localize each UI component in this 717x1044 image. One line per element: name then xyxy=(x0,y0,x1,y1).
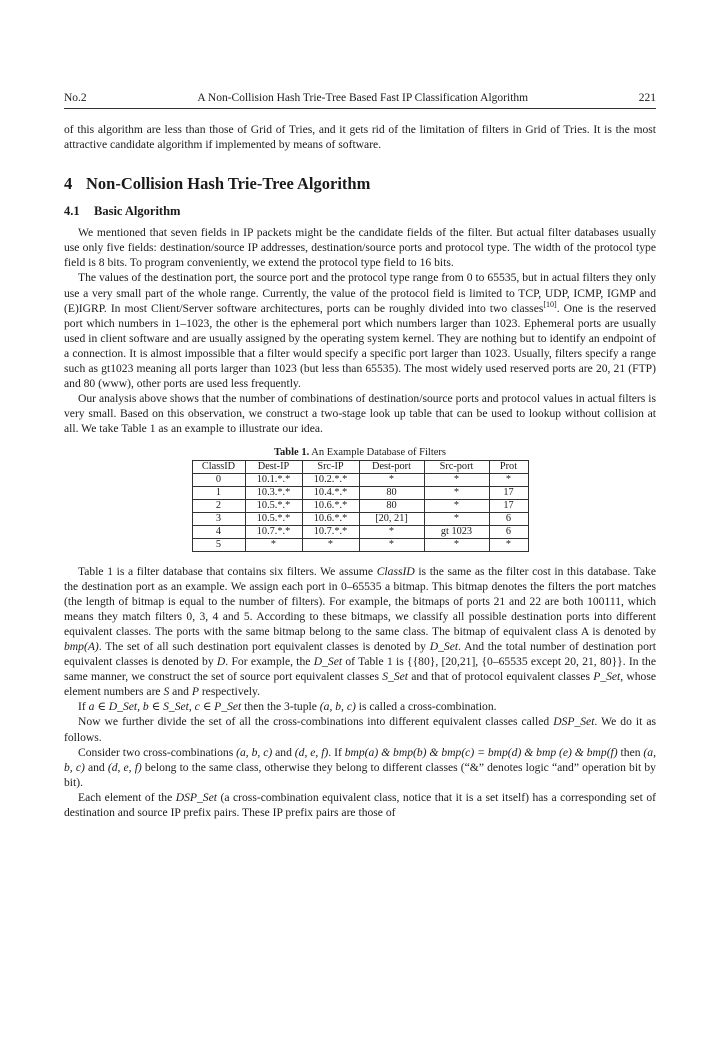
math-dsp-set: DSP_Set xyxy=(553,715,595,729)
section-number: 4 xyxy=(64,174,73,194)
cell-src-ip: 10.6.*.* xyxy=(302,499,359,512)
math-tuple: (d, e, f) xyxy=(107,760,142,774)
filter-table xyxy=(192,460,529,552)
cell-dest-port: * xyxy=(359,473,424,486)
section-heading xyxy=(64,174,656,194)
subsection-heading xyxy=(64,204,656,219)
text-run: and xyxy=(84,760,108,774)
text-run: is the same as the filter cost in this database. Take the destination port as an example. We assign each port in 0–65535 a bitmap. This bitmap denotes the filters the port matches (the length of bitmap is equal to the number of filters). For example, the bitmaps of ports 21 and 22 are both 100111, which means they match filters 0, 3, 4 and 5. According to these bitmaps, we classify all possible destination ports into different equivalent classes. The ports with the same bitmap belong to the same class. The bitmap of equivalent class A is denoted by xyxy=(64,564,656,638)
text-run: . For example, the xyxy=(225,655,314,669)
subsection-number: 4.1 xyxy=(64,204,80,219)
cell-prot: 17 xyxy=(489,499,528,512)
math-bmp-a: bmp(A) xyxy=(64,639,99,653)
intro-paragraph: of this algorithm are less than those of Grid of Tries, and it gets rid of the limitation of filters in Grid of Tries. It is the most attractive candidate algorithm if implemented by means of software. xyxy=(64,123,656,152)
cell-prot: 6 xyxy=(489,525,528,538)
cell-dest-port: 80 xyxy=(359,486,424,499)
text-run: Each element of the xyxy=(78,790,176,804)
math-s: S xyxy=(163,685,170,699)
text-run: and that of protocol equivalent classes xyxy=(408,670,594,684)
running-head xyxy=(64,92,656,109)
text-run: then xyxy=(617,745,644,759)
paragraph-bitmap xyxy=(64,564,656,700)
table-1 xyxy=(64,447,656,552)
text-run: and xyxy=(272,745,295,759)
table-row xyxy=(192,525,528,538)
table-row xyxy=(192,473,528,486)
cell-dest-ip: 10.7.*.* xyxy=(245,525,302,538)
cell-classid: 3 xyxy=(192,512,245,525)
text-run: , whose element numbers are xyxy=(64,670,656,699)
math-tuple: (d, e, f) xyxy=(294,745,329,759)
table-row xyxy=(192,512,528,525)
cell-dest-port: [20, 21] xyxy=(359,512,424,525)
cell-dest-port: * xyxy=(359,525,424,538)
table-row xyxy=(192,499,528,512)
col-header-dest-ip: Dest-IP xyxy=(245,460,302,473)
table-caption xyxy=(64,447,656,458)
math-dsp-set: DSP_Set xyxy=(175,790,217,804)
col-header-classid: ClassID xyxy=(192,460,245,473)
table-row xyxy=(192,486,528,499)
text-run: Consider two cross-combinations xyxy=(78,745,237,759)
col-header-src-port: Src-port xyxy=(424,460,489,473)
cell-dest-port: 80 xyxy=(359,499,424,512)
paragraph-fields: We mentioned that seven fields in IP packets might be the candidate fields of the filter. But actual filter databases usually use only five fields: destination/source IP addresses, destination/source ports and protocol type. The width of the protocol type field is 8 bits. To program conveniently, we extend the protocol type field to 16 bits. xyxy=(64,226,656,270)
text-run: respectively. xyxy=(198,685,260,699)
issue-number: No.2 xyxy=(64,92,87,104)
cell-src-ip: 10.6.*.* xyxy=(302,512,359,525)
math-p: P xyxy=(191,685,199,699)
cell-src-ip: 10.2.*.* xyxy=(302,473,359,486)
col-header-dest-port: Dest-port xyxy=(359,460,424,473)
table-caption-text: An Example Database of Filters xyxy=(311,446,446,458)
table-caption-label: Table 1. xyxy=(274,446,310,458)
cell-src-port: * xyxy=(424,473,489,486)
math-s-set: S_Set xyxy=(382,670,408,684)
math-d: D xyxy=(216,655,226,669)
cell-src-port: * xyxy=(424,538,489,551)
cell-classid: 2 xyxy=(192,499,245,512)
cell-prot: 17 xyxy=(489,486,528,499)
cell-src-ip: * xyxy=(302,538,359,551)
cell-src-ip: 10.4.*.* xyxy=(302,486,359,499)
math-tuple: (a, b, c) xyxy=(319,700,356,714)
text-run: (a cross-combination equivalent class, notice that it is a set itself) has a corresponding set of destination and source IP prefix pairs. These IP prefix pairs are those of xyxy=(64,790,656,819)
cell-src-port: * xyxy=(424,512,489,525)
paragraph-ports-text-a: The values of the destination port, the source port and the protocol type range from 0 to 65535, but in actual filters they only use a very small part of the whole range. Currently, the value of the protocol field is limited to TCP, UDP, ICMP, IGMP and (E)IGRP. In most Client/Server software architectures, ports can be roughly divided into two classes xyxy=(64,271,656,315)
text-run: . If xyxy=(328,745,345,759)
text-run: and xyxy=(169,685,192,699)
text-run: Now we further divide the set of all the cross-combinations into different equivalent classes called xyxy=(78,715,554,729)
math-p-set: P_Set xyxy=(593,670,621,684)
paragraph-prefix-pairs xyxy=(64,790,656,820)
math-membership: a ∈ D_Set, b ∈ S_Set, c ∈ P_Set xyxy=(88,700,242,714)
cell-dest-ip: 10.5.*.* xyxy=(245,512,302,525)
cell-classid: 5 xyxy=(192,538,245,551)
text-run: . The set of all such destination port equivalent classes is denoted by xyxy=(98,639,430,653)
text-run: is called a cross-combination. xyxy=(355,700,497,714)
paragraph-equivalence xyxy=(64,745,656,790)
cell-dest-port: * xyxy=(359,538,424,551)
text-run: belong to the same class, otherwise they belong to different classes (“&” denotes logic “and” operation bit by bit). xyxy=(64,760,656,789)
math-tuple: (a, b, c) xyxy=(64,745,656,774)
cell-dest-ip: 10.1.*.* xyxy=(245,473,302,486)
text-run: of Table 1 is {{80}, [20,21], {0–65535 except 20, 21, 80}}. In the same manner, we construct the set of source port equivalent classes xyxy=(64,655,656,684)
cell-classid: 4 xyxy=(192,525,245,538)
cell-classid: 0 xyxy=(192,473,245,486)
table-row xyxy=(192,538,528,551)
cell-prot: 6 xyxy=(489,512,528,525)
col-header-prot: Prot xyxy=(489,460,528,473)
page-number: 221 xyxy=(638,92,656,104)
math-classid: ClassID xyxy=(376,564,415,578)
subsection-title: Basic Algorithm xyxy=(94,204,181,219)
paper-page xyxy=(64,92,656,820)
cell-src-port: * xyxy=(424,499,489,512)
table-header-row xyxy=(192,460,528,473)
cell-prot: * xyxy=(489,538,528,551)
cell-src-port: gt 1023 xyxy=(424,525,489,538)
math-bitmap-expression: bmp(a) & bmp(b) & bmp(c) = bmp(d) & bmp (e) & bmp(f) xyxy=(344,745,618,759)
paragraph-observation: Our analysis above shows that the number of combinations of destination/source ports and protocol values in actual filters is very small. Based on this observation, we construct a two-stage look up table that can be used to lookup without collision at all. We take Table 1 as an example to illustrate our idea. xyxy=(64,392,656,436)
paragraph-cross-combination xyxy=(64,699,656,714)
math-d-set: D_Set xyxy=(429,639,459,653)
text-run: If xyxy=(78,700,89,714)
text-run: Table 1 is a filter database that contains six filters. We assume xyxy=(78,564,377,578)
section-title: Non-Collision Hash Trie-Tree Algorithm xyxy=(86,174,371,194)
cell-src-ip: 10.7.*.* xyxy=(302,525,359,538)
cell-dest-ip: * xyxy=(245,538,302,551)
paragraph-dsp-set xyxy=(64,714,656,744)
cell-dest-ip: 10.3.*.* xyxy=(245,486,302,499)
text-run: . And the total number of destination port equivalent classes is denoted by xyxy=(64,639,656,669)
cell-classid: 1 xyxy=(192,486,245,499)
paragraph-ports-text-b: . One is the reserved port which numbers in 1–1023, the other is the ephemeral port which numbers larger than 1023. Ephemeral ports are usually used in client software and are usually assigned by the operating system kernel. They are nothing but to identify an endpoint of a connection. It is almost impossible that a filter would specify a specific port larger than 1023. Usually, filters specify a range such as gt1023 meaning all ports larger than 1023 (but less than 65535). The most widely used reserved ports are 20, 21 (FTP) and 80 (www), other ports are used less frequently. xyxy=(64,301,656,391)
cell-prot: * xyxy=(489,473,528,486)
paragraph-ports xyxy=(64,270,656,391)
text-run: . We do it as follows. xyxy=(64,715,656,744)
citation-ref: [10] xyxy=(543,299,557,309)
running-title: A Non-Collision Hash Trie-Tree Based Fast IP Classification Algorithm xyxy=(197,92,529,104)
math-tuple: (a, b, c) xyxy=(236,745,273,759)
math-d-set: D_Set xyxy=(313,655,343,669)
col-header-src-ip: Src-IP xyxy=(302,460,359,473)
text-run: then the 3-tuple xyxy=(241,700,320,714)
cell-dest-ip: 10.5.*.* xyxy=(245,499,302,512)
cell-src-port: * xyxy=(424,486,489,499)
